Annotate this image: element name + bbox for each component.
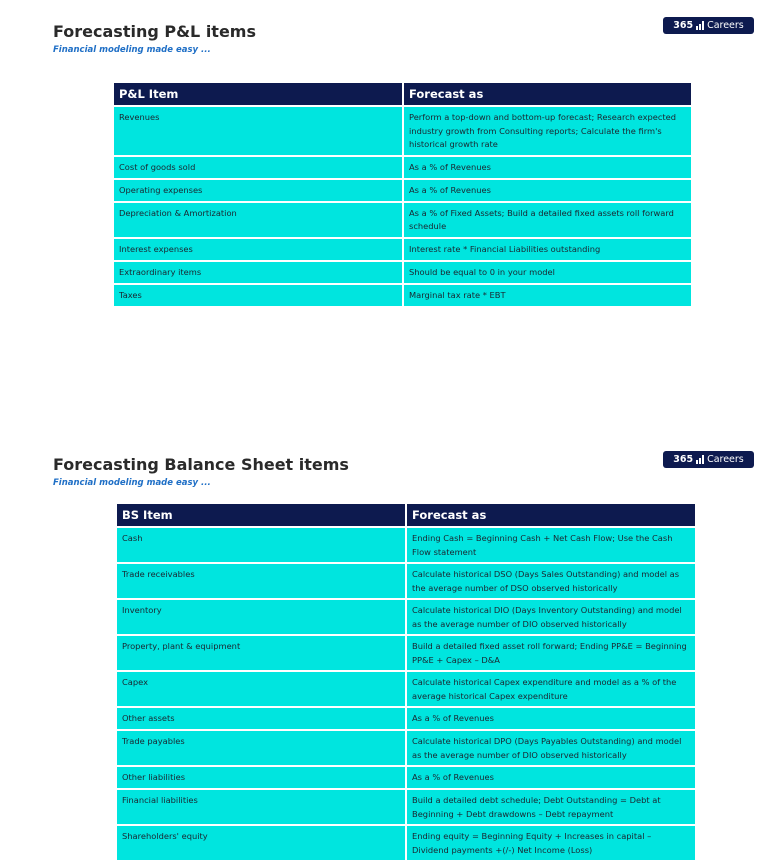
brand-word: Careers bbox=[707, 454, 744, 465]
item-cell: Operating expenses bbox=[114, 178, 404, 201]
table-row bbox=[117, 788, 695, 824]
item-cell: Capex bbox=[117, 670, 407, 706]
forecast-cell: Perform a top-down and bottom-up forecast; Research expected industry growth from Consulting reports; Calculate the firm's historical growth rate bbox=[404, 105, 691, 155]
brand-logo bbox=[663, 451, 754, 468]
item-cell: Financial liabilities bbox=[117, 788, 407, 824]
item-cell: Other liabilities bbox=[117, 765, 407, 788]
item-cell: Depreciation & Amortization bbox=[114, 201, 404, 237]
forecast-cell: Interest rate * Financial Liabilities outstanding bbox=[404, 237, 691, 260]
table-header-row bbox=[117, 504, 695, 526]
table-row bbox=[117, 670, 695, 706]
item-cell: Cost of goods sold bbox=[114, 155, 404, 178]
item-cell: Taxes bbox=[114, 283, 404, 306]
table-row bbox=[117, 765, 695, 788]
item-cell: Extraordinary items bbox=[114, 260, 404, 283]
item-cell: Interest expenses bbox=[114, 237, 404, 260]
item-cell: Shareholders' equity bbox=[117, 824, 407, 860]
pl-slide bbox=[0, 0, 768, 330]
column-header-forecast: Forecast as bbox=[407, 504, 695, 526]
forecast-cell: Calculate historical DIO (Days Inventory Outstanding) and model as the average number of DIO observed historically bbox=[407, 598, 695, 634]
brand-number: 365 bbox=[673, 454, 694, 465]
item-cell: Trade receivables bbox=[117, 562, 407, 598]
forecast-cell: As a % of Fixed Assets; Build a detailed fixed assets roll forward schedule bbox=[404, 201, 691, 237]
forecast-cell: Ending Cash = Beginning Cash + Net Cash Flow; Use the Cash Flow statement bbox=[407, 526, 695, 562]
column-header-forecast: Forecast as bbox=[404, 83, 691, 105]
forecast-cell: As a % of Revenues bbox=[404, 178, 691, 201]
page-title: Forecasting P&L items bbox=[53, 22, 256, 41]
column-header-item: P&L Item bbox=[114, 83, 404, 105]
bar-chart-icon bbox=[696, 21, 704, 30]
item-cell: Trade payables bbox=[117, 729, 407, 765]
item-cell: Revenues bbox=[114, 105, 404, 155]
column-header-item: BS Item bbox=[117, 504, 407, 526]
table-row bbox=[117, 824, 695, 860]
page-subtitle: Financial modeling made easy ... bbox=[53, 45, 211, 55]
forecast-cell: Build a detailed debt schedule; Debt Outstanding = Debt at Beginning + Debt drawdowns – Debt repayment bbox=[407, 788, 695, 824]
page-subtitle: Financial modeling made easy ... bbox=[53, 478, 211, 488]
table-row bbox=[114, 283, 691, 306]
table-row bbox=[117, 526, 695, 562]
page-title: Forecasting Balance Sheet items bbox=[53, 455, 349, 474]
table-row bbox=[114, 260, 691, 283]
table-row bbox=[117, 562, 695, 598]
brand-number: 365 bbox=[673, 20, 694, 31]
table-row bbox=[114, 178, 691, 201]
table-row bbox=[114, 237, 691, 260]
forecast-cell: Calculate historical Capex expenditure and model as a % of the average historical Capex expenditure bbox=[407, 670, 695, 706]
brand-logo bbox=[663, 17, 754, 34]
table-row bbox=[117, 729, 695, 765]
forecast-cell: Ending equity = Beginning Equity + Increases in capital – Dividend payments +(/-) Net Income (Loss) bbox=[407, 824, 695, 860]
forecast-cell: As a % of Revenues bbox=[407, 765, 695, 788]
item-cell: Property, plant & equipment bbox=[117, 634, 407, 670]
table-row bbox=[117, 598, 695, 634]
table-row bbox=[114, 155, 691, 178]
table-row bbox=[114, 201, 691, 237]
forecast-cell: Should be equal to 0 in your model bbox=[404, 260, 691, 283]
table-row bbox=[117, 706, 695, 729]
forecast-cell: Calculate historical DPO (Days Payables Outstanding) and model as the average number of DIO observed historically bbox=[407, 729, 695, 765]
forecast-cell: Marginal tax rate * EBT bbox=[404, 283, 691, 306]
forecast-cell: Calculate historical DSO (Days Sales Outstanding) and model as the average number of DSO observed historically bbox=[407, 562, 695, 598]
item-cell: Other assets bbox=[117, 706, 407, 729]
forecast-cell: As a % of Revenues bbox=[407, 706, 695, 729]
table-row bbox=[114, 105, 691, 155]
table-header-row bbox=[114, 83, 691, 105]
item-cell: Cash bbox=[117, 526, 407, 562]
table-row bbox=[117, 634, 695, 670]
forecast-cell: Build a detailed fixed asset roll forward; Ending PP&E = Beginning PP&E + Capex – D&A bbox=[407, 634, 695, 670]
bs-slide bbox=[0, 433, 768, 866]
bs-forecast-table bbox=[117, 504, 695, 860]
brand-word: Careers bbox=[707, 20, 744, 31]
forecast-cell: As a % of Revenues bbox=[404, 155, 691, 178]
bar-chart-icon bbox=[696, 455, 704, 464]
item-cell: Inventory bbox=[117, 598, 407, 634]
pl-forecast-table bbox=[114, 83, 691, 306]
